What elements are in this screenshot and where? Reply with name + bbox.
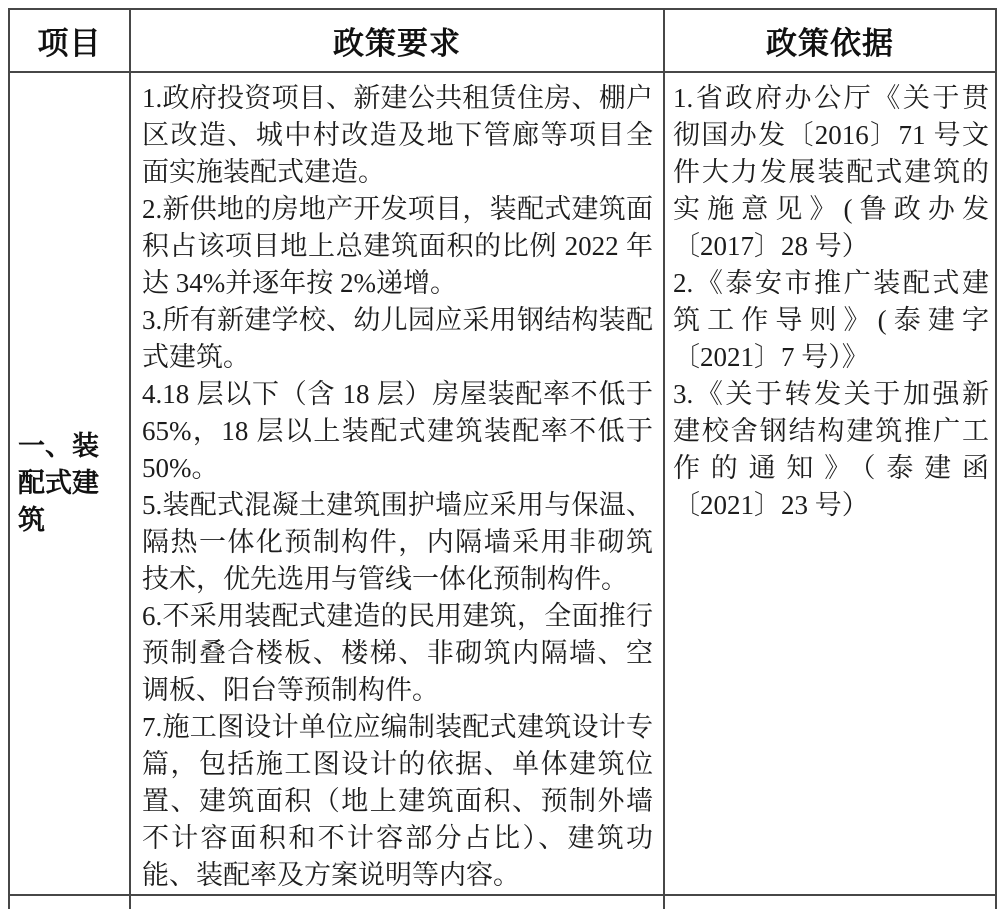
basis-cell — [664, 72, 996, 895]
requirement-paragraph-1: 1.政府投资项目、新建公共租赁住房、棚户区改造、城中村改造及地下管廊等项目全面实施装配式建造。 — [142, 83, 653, 187]
next-row-partial — [9, 895, 996, 909]
basis-paragraph-1: 1.省政府办公厅《关于贯彻国办发〔2016〕71 号文件大力发展装配式建筑的实施意见》(鲁政办发〔2017〕28 号） — [673, 83, 989, 261]
requirement-paragraph-4: 4.18 层以下（含 18 层）房屋装配率不低于 65%，18 层以上装配式建筑装配率不低于 50%。 — [142, 379, 653, 483]
policy-table — [8, 8, 997, 909]
column-header-basis: 政策依据 — [664, 9, 996, 72]
column-header-item: 项目 — [9, 9, 130, 72]
next-row-requirements-cell — [130, 895, 664, 909]
item-cell: 一、装配式建筑 — [9, 72, 130, 895]
requirement-paragraph-3: 3.所有新建学校、幼儿园应采用钢结构装配式建筑。 — [142, 305, 653, 372]
requirements-cell — [130, 72, 664, 895]
requirement-paragraph-2: 2.新供地的房地产开发项目，装配式建筑面积占该项目地上总建筑面积的比例 2022 年达 34%并逐年按 2%递增。 — [142, 194, 653, 298]
requirement-paragraph-6: 6.不采用装配式建造的民用建筑，全面推行预制叠合楼板、楼梯、非砌筑内隔墙、空调板、阳台等预制构件。 — [142, 601, 653, 705]
table-row-prefab-building — [9, 72, 996, 895]
column-header-requirements: 政策要求 — [130, 9, 664, 72]
header-row — [9, 9, 996, 72]
requirement-paragraph-7: 7.施工图设计单位应编制装配式建筑设计专篇，包括施工图设计的依据、单体建筑位置、建筑面积（地上建筑面积、预制外墙不计容面积和不计容部分占比）、建筑功能、装配率及方案说明等内容。 — [142, 712, 653, 890]
basis-paragraph-2: 2.《泰安市推广装配式建筑工作导则》(泰建字〔2021〕7 号）》 — [673, 268, 989, 372]
next-row-item-cell — [9, 895, 130, 909]
requirement-paragraph-5: 5.装配式混凝土建筑围护墙应采用与保温、隔热一体化预制构件，内隔墙采用非砌筑技术，优先选用与管线一体化预制构件。 — [142, 490, 653, 594]
basis-paragraph-3: 3.《关于转发关于加强新建校舍钢结构建筑推广工作的通知》（泰建函〔2021〕23 号） — [673, 379, 989, 520]
next-row-basis-cell — [664, 895, 996, 909]
